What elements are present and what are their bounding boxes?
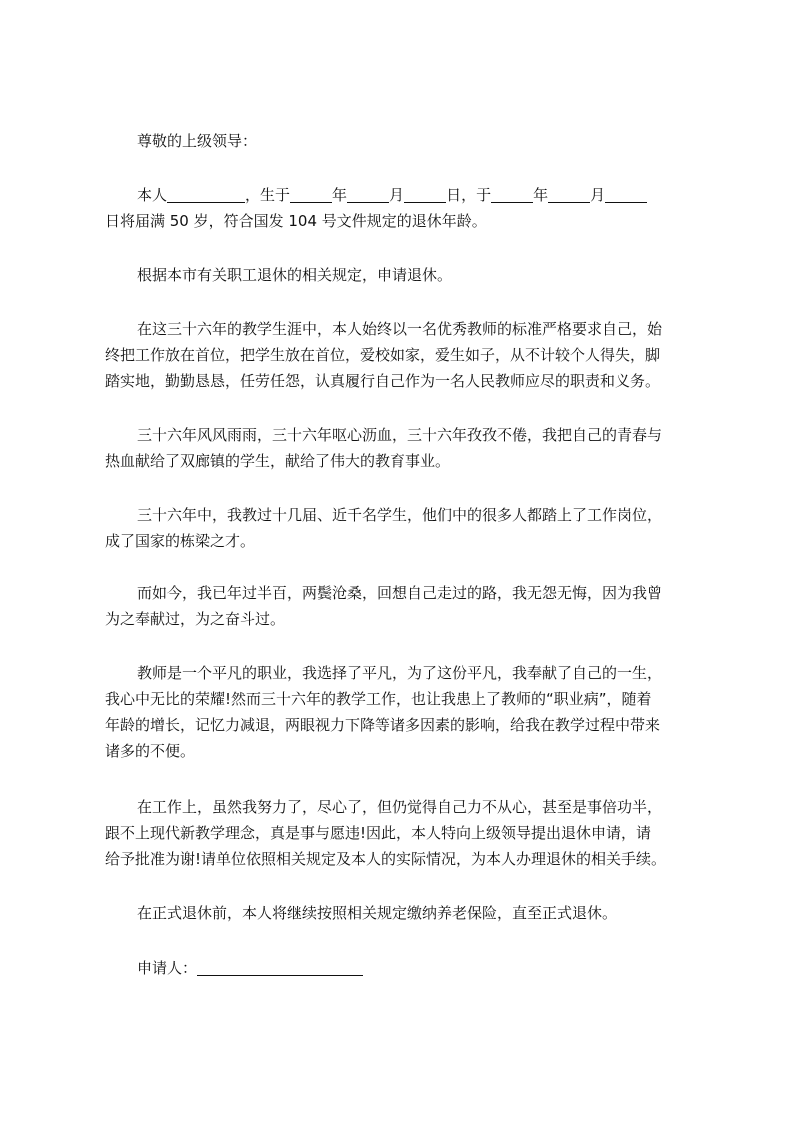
intro-sheng-yu: ，生于: [245, 186, 291, 204]
applicant-signature-blank[interactable]: [197, 959, 363, 976]
intro-nian-2: 年: [533, 186, 549, 204]
paragraph-4: 三十六年中，我教过十几届、近千名学生，他们中的很多人都踏上了工作岗位， 成了国家的栋梁之才。: [105, 506, 663, 550]
paragraph-1: 根据本市有关职工退休的相关规定，申请退休。: [137, 266, 453, 284]
intro-line-2: 日将届满 50 岁，符合国发 104 号文件规定的退休年龄。: [105, 212, 487, 230]
intro-yue-1: 月: [389, 186, 405, 204]
intro-ben-ren: 本人: [137, 186, 168, 204]
paragraph-7: 在工作上，虽然我努力了，尽心了，但仍觉得自己力不从心，甚至是事倍功半， 跟不上现代新教学理念，真是事与愿违!因此，本人特向上级领导提出退休申请，请 给予批准为谢!请单位依照相关规定及本人的实际情况，为本人办理退休的相关手续。: [105, 798, 667, 868]
signature-line: [105, 955, 705, 981]
paragraph-6: 教师是一个平凡的职业，我选择了平凡，为了这份平凡，我奉献了自己的一生， 我心中无比的荣耀!然而三十六年的教学工作，也让我患上了教师的“职业病”，随着 年龄的增长，记忆力减退，两眼视力下降等诸多因素的影响，给我在教学过程中带来 诸多的不便。: [105, 664, 663, 760]
retire-year-blank[interactable]: [491, 186, 533, 203]
intro-nian-1: 年: [332, 186, 348, 204]
intro-paragraph: [105, 182, 705, 234]
paragraph-5: 而如今，我已年过半百，两鬓沧桑，回想自己走过的路，我无怨无悔，因为我曾 为之奉献过，为之奋斗过。: [105, 584, 663, 628]
retire-month-blank[interactable]: [548, 186, 590, 203]
paragraph-3: 三十六年风风雨雨，三十六年呕心沥血，三十六年孜孜不倦，我把自己的青春与 热血献给了双廊镇的学生，献给了伟大的教育事业。: [105, 426, 663, 470]
signature-label: 申请人：: [137, 959, 198, 977]
paragraph-2: 在这三十六年的教学生涯中，本人始终以一名优秀教师的标准严格要求自己，始 终把工作放在首位，把学生放在首位，爱校如家，爱生如子，从不计较个人得失，脚 踏实地，勤勤恳恳，任劳任怨，认真履行自己作为一名人民教师应尽的职责和义务。: [105, 320, 663, 390]
intro-yue-2: 月: [590, 186, 606, 204]
birth-day-blank[interactable]: [404, 186, 446, 203]
retire-day-blank[interactable]: [605, 186, 647, 203]
intro-ri-1: 日，于: [446, 186, 492, 204]
name-blank[interactable]: [167, 186, 245, 203]
birth-month-blank[interactable]: [347, 186, 389, 203]
birth-year-blank[interactable]: [290, 186, 332, 203]
salutation: 尊敬的上级领导：: [137, 132, 258, 150]
intro-line-1: [105, 182, 705, 208]
paragraph-8: 在正式退休前，本人将继续按照相关规定缴纳养老保险，直至正式退休。: [137, 904, 618, 922]
